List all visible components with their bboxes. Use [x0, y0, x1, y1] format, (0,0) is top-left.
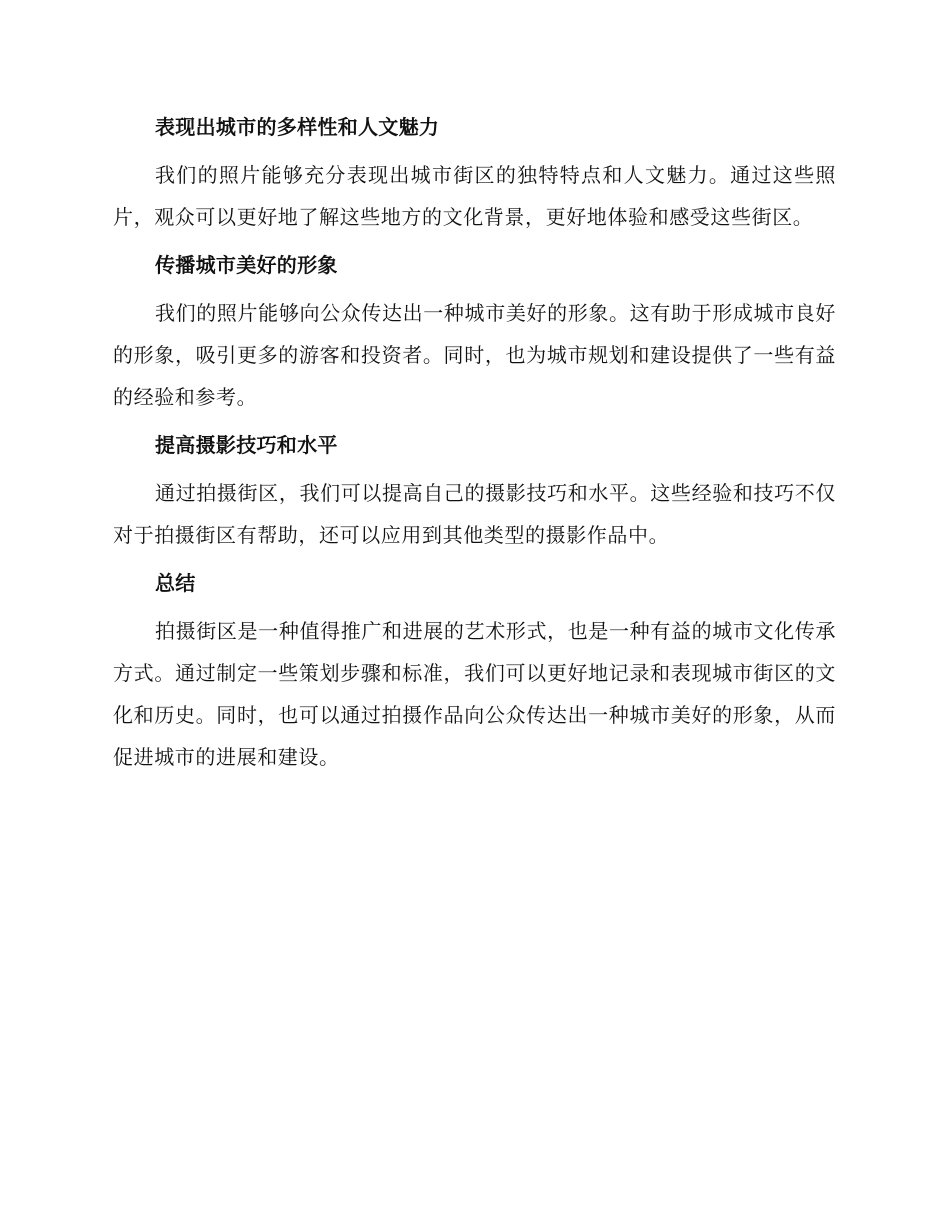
section-diversity — [113, 112, 836, 238]
section-heading: 表现出城市的多样性和人文魅力 — [155, 115, 440, 139]
section-paragraph: 通过拍摄街区，我们可以提高自己的摄影技巧和水平。这些经验和技巧不仅对于拍摄街区有帮助，还可以应用到其他类型的摄影作品中。 — [113, 481, 836, 547]
section-heading: 提高摄影技巧和水平 — [155, 433, 338, 457]
section-paragraph: 我们的照片能够充分表现出城市街区的独特特点和人文魅力。通过这些照片，观众可以更好地了解这些地方的文化背景，更好地体验和感受这些街区。 — [113, 163, 836, 229]
section-paragraph: 拍摄街区是一种值得推广和进展的艺术形式，也是一种有益的城市文化传承方式。通过制定一些策划步骤和标准，我们可以更好地记录和表现城市街区的文化和历史。同时，也可以通过拍摄作品向公众传达出一种城市美好的形象，从而促进城市的进展和建设。 — [113, 619, 836, 769]
section-image — [113, 250, 836, 418]
section-heading: 总结 — [155, 571, 196, 595]
section-skills — [113, 430, 836, 556]
section-heading: 传播城市美好的形象 — [155, 253, 338, 277]
section-summary — [113, 568, 836, 778]
section-paragraph: 我们的照片能够向公众传达出一种城市美好的形象。这有助于形成城市良好的形象，吸引更多的游客和投资者。同时，也为城市规划和建设提供了一些有益的经验和参考。 — [113, 301, 836, 409]
